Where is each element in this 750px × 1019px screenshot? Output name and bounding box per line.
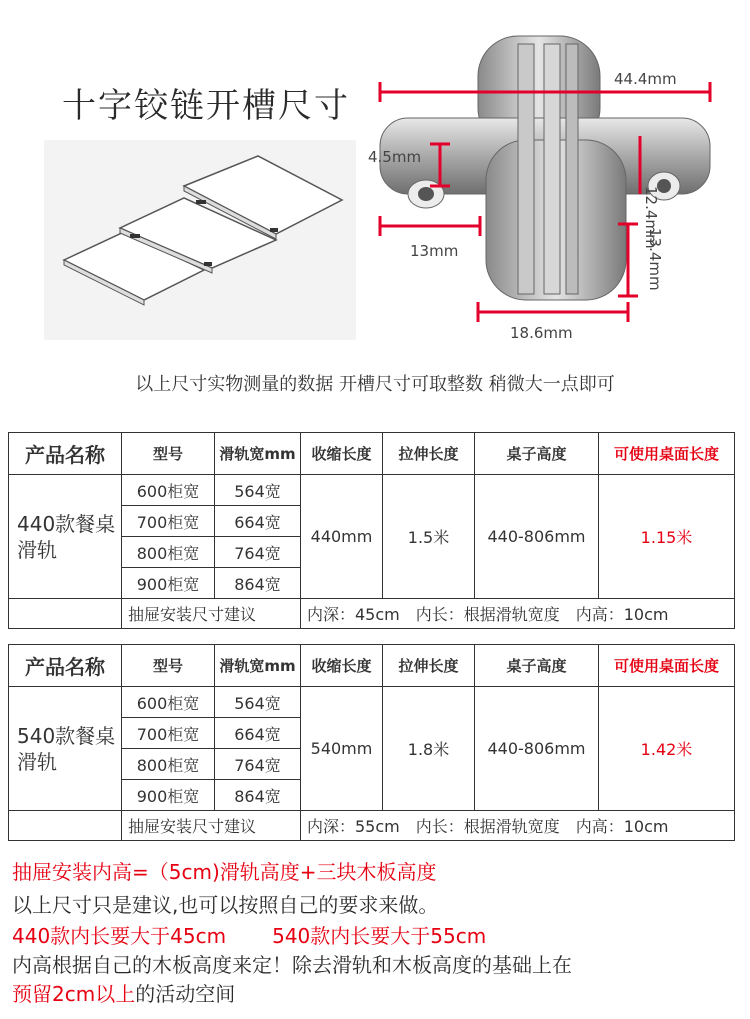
header-usable: 可使用桌面长度	[599, 645, 735, 687]
inner-height-note: 内高根据自己的木板高度来定！除去滑轨和木板高度的基础上在	[12, 953, 572, 977]
inner-length-540: 540款内长要大于55cm	[272, 924, 487, 948]
spec-table-540	[8, 644, 735, 841]
cabinet-width: 700柜宽	[122, 718, 215, 749]
rail-width: 764宽	[215, 537, 301, 568]
header-retract: 收缩长度	[301, 433, 383, 475]
header-table-height: 桌子高度	[475, 433, 599, 475]
rail-width: 764宽	[215, 749, 301, 780]
install-height-formula: 抽屉安装内高=（5cm)滑轨高度+三块木板高度	[12, 860, 437, 884]
header-usable: 可使用桌面长度	[599, 433, 735, 475]
install-label: 抽屉安装尺寸建议	[122, 811, 301, 841]
dim-height: 13.4mm	[646, 228, 664, 291]
table-height: 440-806mm	[475, 687, 599, 811]
hinge-diagram	[360, 30, 740, 350]
suggestion-note: 以上尺寸只是建议,也可以按照自己的要求来做。	[12, 893, 439, 917]
product-name: 440款餐桌滑轨	[9, 475, 122, 599]
clearance-note	[12, 979, 235, 1009]
clearance-text: 的活动空间	[135, 982, 236, 1006]
usable-length: 1.42米	[599, 687, 735, 811]
header-table-height: 桌子高度	[475, 645, 599, 687]
clearance-highlight: 预留2cm以上	[12, 982, 136, 1006]
boards-illustration	[44, 140, 356, 340]
header-model: 型号	[122, 433, 215, 475]
measurement-note: 以上尺寸实物测量的数据 开槽尺寸可取整数 稍微大一点即可	[135, 374, 615, 395]
rail-width: 564宽	[215, 687, 301, 718]
rail-width: 864宽	[215, 568, 301, 599]
cabinet-width: 900柜宽	[122, 568, 215, 599]
dim-width: 44.4mm	[614, 70, 677, 88]
cabinet-width: 600柜宽	[122, 687, 215, 718]
header-extend: 拉伸长度	[383, 433, 475, 475]
header-rail-width: 滑轨宽mm	[215, 433, 301, 475]
dim-bottom: 18.6mm	[510, 324, 573, 342]
usable-length: 1.15米	[599, 475, 735, 599]
rail-width: 664宽	[215, 506, 301, 537]
header-product: 产品名称	[9, 433, 122, 475]
rail-width: 864宽	[215, 780, 301, 811]
header-model: 型号	[122, 645, 215, 687]
cabinet-width: 700柜宽	[122, 506, 215, 537]
inner-length-440: 440款内长要大于45cm	[12, 924, 227, 948]
spec-table-440	[8, 432, 735, 629]
header-rail-width: 滑轨宽mm	[215, 645, 301, 687]
install-value: 内深：55cm 内长：根据滑轨宽度 内高：10cm	[301, 811, 735, 841]
rail-width: 564宽	[215, 475, 301, 506]
header-extend: 拉伸长度	[383, 645, 475, 687]
inner-length-note	[12, 921, 486, 951]
header-product: 产品名称	[9, 645, 122, 687]
extend-length: 1.5米	[383, 475, 475, 599]
dim-side: 13mm	[410, 242, 459, 260]
cabinet-width: 900柜宽	[122, 780, 215, 811]
dim-body-height: 12.4mm	[642, 186, 660, 249]
product-name: 540款餐桌滑轨	[9, 687, 122, 811]
rail-width: 664宽	[215, 718, 301, 749]
install-label: 抽屉安装尺寸建议	[122, 599, 301, 629]
cabinet-width: 600柜宽	[122, 475, 215, 506]
retract-length: 440mm	[301, 475, 383, 599]
header-retract: 收缩长度	[301, 645, 383, 687]
retract-length: 540mm	[301, 687, 383, 811]
page-title: 十字铰链开槽尺寸	[62, 86, 350, 126]
install-value: 内深：45cm 内长：根据滑轨宽度 内高：10cm	[301, 599, 735, 629]
dim-hole-gap: 4.5mm	[368, 148, 422, 166]
extend-length: 1.8米	[383, 687, 475, 811]
table-height: 440-806mm	[475, 475, 599, 599]
cabinet-width: 800柜宽	[122, 537, 215, 568]
cabinet-width: 800柜宽	[122, 749, 215, 780]
hinge-image	[360, 30, 740, 350]
